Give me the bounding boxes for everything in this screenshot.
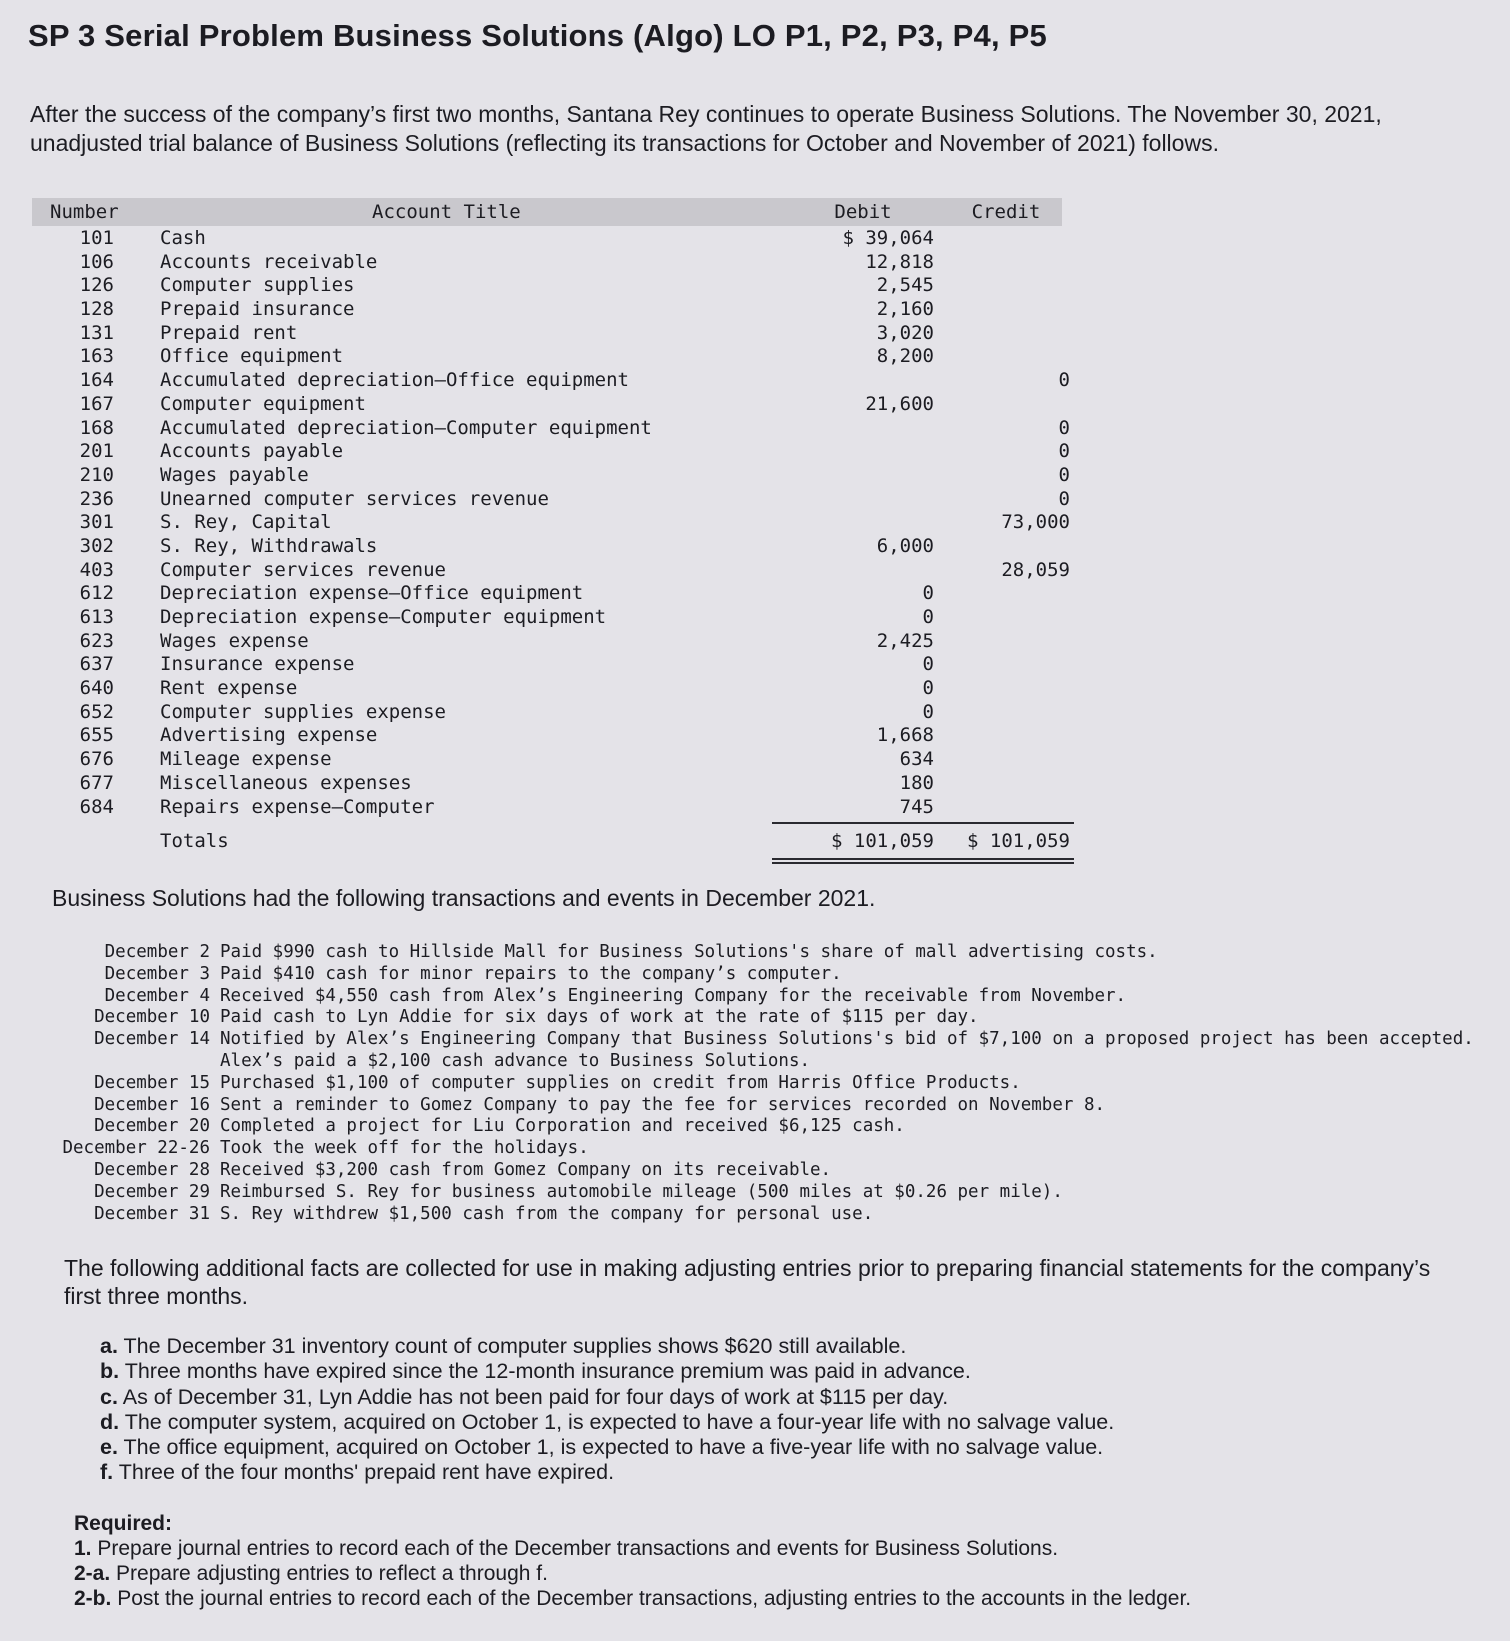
- transaction-description: Reimbursed S. Rey for business automobile mileage (500 miles at $0.26 per mile).: [220, 1181, 1063, 1202]
- transaction-date: December 16: [94, 1094, 210, 1115]
- totals-credit: $ 101,059: [967, 830, 1070, 853]
- account-number: 302: [79, 534, 114, 557]
- account-title: Rent expense: [160, 677, 298, 700]
- table-row: [32, 250, 1062, 274]
- credit-amount: 0: [1058, 440, 1070, 463]
- intro-paragraph: After the success of the company’s first two months, Santana Rey continues to operate Business Solutions. The November 30, 2021, unadjusted trial balance of Business Solutions (reflecting its transactions for October and November of 2021) follows.: [30, 101, 1382, 156]
- account-number: 164: [79, 369, 114, 392]
- table-row: [32, 558, 1070, 582]
- adjusting-facts-list: [100, 1334, 1480, 1486]
- table-body: [32, 226, 1070, 818]
- account-number: 403: [79, 558, 114, 581]
- debit-amount: 2,545: [876, 274, 934, 297]
- account-number: 684: [79, 795, 114, 818]
- transaction-date: December 20: [94, 1116, 210, 1137]
- fact-letter: c.: [100, 1384, 118, 1409]
- fact-text: The office equipment, acquired on October 1, is expected to have a five-year life with no salvage value.: [123, 1435, 1104, 1460]
- required-label: 1.: [74, 1537, 92, 1560]
- account-title: Computer supplies expense: [160, 700, 446, 723]
- debit-amount: 2,425: [876, 629, 934, 652]
- debit-amount: 8,200: [876, 345, 934, 368]
- account-number: 676: [79, 748, 114, 771]
- required-text: Prepare journal entries to record each of the December transactions and events for Business Solutions.: [97, 1537, 1059, 1560]
- account-title: Accumulated depreciation—Office equipment: [160, 369, 629, 392]
- fact-item: [100, 1435, 1480, 1460]
- transaction-row: [56, 964, 1496, 986]
- account-title: Accounts payable: [160, 440, 344, 463]
- table-row: [32, 700, 1062, 724]
- debit-amount: 21,600: [865, 392, 934, 415]
- account-number: 637: [79, 653, 114, 676]
- transaction-row: [56, 986, 1496, 1008]
- fact-item: [100, 1359, 1480, 1384]
- table-row: [32, 629, 1062, 653]
- trial-balance-table: [32, 198, 1070, 862]
- transaction-description: Received $4,550 cash from Alex’s Engineering Company for the receivable from November.: [220, 985, 1127, 1006]
- account-title: Insurance expense: [160, 653, 355, 676]
- table-row: [32, 581, 1062, 605]
- transaction-date: December 28: [94, 1159, 210, 1180]
- account-title: Cash: [160, 227, 206, 249]
- totals-top-rule: [772, 822, 1074, 824]
- required-section: [74, 1511, 1474, 1611]
- header-number: Number: [50, 201, 119, 223]
- required-text: Prepare adjusting entries to reflect a through f.: [116, 1562, 548, 1585]
- transactions-intro: Business Solutions had the following transactions and events in December 2021.: [52, 885, 876, 911]
- table-row: [32, 273, 1062, 297]
- account-title: Mileage expense: [160, 748, 332, 771]
- transaction-description: Purchased $1,100 of computer supplies on credit from Harris Office Products.: [220, 1072, 1021, 1093]
- account-title: Unearned computer services revenue: [160, 487, 549, 510]
- transaction-row: [56, 1182, 1496, 1204]
- table-row: [32, 723, 1062, 747]
- debit-amount: 12,818: [865, 250, 934, 273]
- transaction-description: Took the week off for the holidays.: [220, 1138, 589, 1159]
- transaction-date: December 10: [94, 1007, 210, 1028]
- transaction-description: S. Rey withdrew $1,500 cash from the company for personal use.: [220, 1203, 874, 1224]
- account-title: Office equipment: [160, 345, 344, 368]
- table-row: [32, 321, 1062, 345]
- account-number: 236: [79, 487, 114, 510]
- debit-amount: 0: [922, 700, 934, 723]
- account-number: 131: [79, 321, 114, 344]
- account-title: Depreciation expense—Office equipment: [160, 582, 584, 605]
- fact-item: [100, 1334, 1480, 1359]
- debit-amount: 0: [922, 582, 934, 605]
- debit-amount: 2,160: [876, 298, 934, 321]
- account-number: 301: [79, 511, 114, 534]
- totals-label: Totals: [160, 830, 229, 853]
- account-number: 168: [79, 416, 114, 439]
- transaction-description: Paid $990 cash to Hillside Mall for Business Solutions's share of mall advertising costs.: [220, 942, 1158, 962]
- table-row: [32, 226, 1062, 250]
- fact-text: As of December 31, Lyn Addie has not been paid for four days of work at $115 per day.: [122, 1384, 949, 1409]
- debit-amount: 0: [922, 653, 934, 676]
- transaction-description: Completed a project for Liu Corporation and received $6,125 cash.: [220, 1116, 905, 1137]
- table-row: [32, 392, 1062, 416]
- transactions-list: [56, 942, 1496, 1225]
- account-number: 126: [79, 274, 114, 297]
- table-row: [32, 344, 1062, 368]
- table-row: [32, 605, 1062, 629]
- fact-text: The December 31 inventory count of computer supplies shows $620 still available.: [123, 1334, 907, 1358]
- totals-row: [32, 822, 1070, 862]
- fact-letter: e.: [100, 1435, 118, 1460]
- credit-amount: 73,000: [1001, 511, 1070, 534]
- required-items: [74, 1536, 1474, 1611]
- account-title: Depreciation expense—Computer equipment: [160, 606, 607, 628]
- transaction-row: [56, 1029, 1496, 1073]
- account-number: 167: [79, 392, 114, 415]
- account-title: Miscellaneous expenses: [160, 771, 412, 794]
- table-row: [32, 771, 1062, 795]
- account-title: S. Rey, Capital: [160, 511, 332, 534]
- account-number: 210: [79, 463, 114, 486]
- transaction-row: [56, 1138, 1496, 1160]
- fact-letter: b.: [100, 1359, 120, 1384]
- header-credit: Credit: [971, 201, 1041, 223]
- required-text: Post the journal entries to record each of the December transactions, adjusting entries to the accounts in the ledger.: [117, 1587, 1192, 1610]
- debit-amount: 745: [899, 795, 934, 818]
- account-number: 640: [79, 677, 114, 700]
- account-title: Repairs expense—Computer: [160, 795, 435, 818]
- fact-letter: a.: [100, 1334, 118, 1358]
- account-title: Advertising expense: [160, 724, 378, 747]
- header-account-title: Account Title: [372, 201, 521, 223]
- facts-intro: The following additional facts are collected for use in making adjusting entries prior to preparing financial statements for the company’s first three months.: [64, 1255, 1431, 1309]
- account-title: Wages expense: [160, 629, 309, 652]
- fact-text: The computer system, acquired on October 1, is expected to have a four-year life with no salvage value.: [124, 1409, 1115, 1434]
- page-title: SP 3 Serial Problem Business Solutions (Algo) LO P1, P2, P3, P4, P5: [28, 18, 1047, 53]
- transaction-description: Paid cash to Lyn Addie for six days of work at the rate of $115 per day.: [220, 1007, 979, 1028]
- transaction-row: [56, 1073, 1496, 1095]
- transaction-row: [56, 1095, 1496, 1117]
- credit-amount: 0: [1058, 416, 1070, 439]
- required-label: 2-a.: [74, 1562, 111, 1585]
- account-number: 163: [79, 345, 114, 368]
- transaction-date: December 15: [94, 1072, 210, 1093]
- debit-amount: 0: [922, 677, 934, 700]
- account-number: 652: [79, 700, 114, 723]
- required-label: 2-b.: [74, 1587, 112, 1610]
- transaction-row: [56, 1007, 1496, 1029]
- transaction-date: December 2: [104, 942, 210, 962]
- fact-text: Three of the four months' prepaid rent have expired.: [118, 1460, 615, 1485]
- credit-amount: 0: [1058, 369, 1070, 392]
- account-number: 201: [79, 440, 114, 463]
- table-header: [32, 198, 1062, 226]
- required-title: Required:: [74, 1512, 173, 1535]
- transaction-description: Paid $410 cash for minor repairs to the company’s computer.: [220, 963, 842, 984]
- fact-text: Three months have expired since the 12-month insurance premium was paid in advance.: [124, 1359, 971, 1384]
- table-row: [32, 368, 1070, 392]
- transaction-date: December 22-26: [62, 1138, 210, 1159]
- table-row: [32, 439, 1070, 463]
- account-title: Prepaid rent: [160, 321, 298, 344]
- required-item: [74, 1586, 1474, 1611]
- account-title: Prepaid insurance: [160, 298, 355, 321]
- debit-amount: $ 39,064: [842, 227, 934, 249]
- account-title: Wages payable: [160, 463, 309, 486]
- debit-amount: 634: [899, 748, 934, 771]
- account-number: 128: [79, 298, 114, 321]
- table-row: [32, 416, 1070, 440]
- transaction-date: December 4: [104, 985, 210, 1006]
- account-title: Accounts receivable: [160, 250, 378, 273]
- transaction-date: December 3: [104, 963, 210, 984]
- account-title: S. Rey, Withdrawals: [160, 534, 378, 557]
- table-row: [32, 297, 1062, 321]
- transaction-description: Received $3,200 cash from Gomez Company on its receivable.: [220, 1159, 832, 1180]
- transaction-description: Sent a reminder to Gomez Company to pay the fee for services recorded on November 8.: [220, 1094, 1106, 1115]
- account-number: 655: [79, 724, 114, 747]
- table-row: [32, 747, 1062, 771]
- debit-amount: 1,668: [876, 724, 934, 747]
- transaction-date: December 14: [94, 1029, 210, 1050]
- required-item: [74, 1536, 1474, 1561]
- fact-letter: d.: [100, 1409, 120, 1434]
- account-title: Computer equipment: [160, 392, 366, 415]
- transaction-date: December 29: [94, 1181, 210, 1202]
- account-number: 612: [79, 582, 114, 605]
- table-row: [32, 487, 1070, 511]
- account-title: Computer supplies: [160, 274, 355, 297]
- debit-amount: 6,000: [876, 534, 934, 557]
- header-debit: Debit: [834, 201, 892, 223]
- table-row: [32, 652, 1062, 676]
- totals-double-rule: [772, 858, 1074, 864]
- account-number: 613: [79, 606, 114, 628]
- account-number: 677: [79, 771, 114, 794]
- table-row: [32, 795, 1062, 819]
- fact-item: [100, 1385, 1480, 1410]
- table-row: [32, 534, 1062, 558]
- credit-amount: 0: [1058, 487, 1070, 510]
- credit-amount: 28,059: [1001, 558, 1070, 581]
- account-title: Computer services revenue: [160, 558, 446, 581]
- transaction-row: [56, 1160, 1496, 1182]
- credit-amount: 0: [1058, 463, 1070, 486]
- transaction-row: [56, 1204, 1496, 1226]
- transaction-date: December 31: [94, 1203, 210, 1224]
- transaction-row: [56, 1116, 1496, 1138]
- debit-amount: 3,020: [876, 321, 934, 344]
- account-number: 101: [79, 227, 114, 249]
- transaction-description: Notified by Alex’s Engineering Company that Business Solutions's bid of $7,100 on a proposed project has been accepted. Alex’s paid a $2,100 cash advance to Business Solutions.: [220, 1029, 1474, 1071]
- table-row: [32, 676, 1062, 700]
- transaction-row: [56, 942, 1496, 964]
- debit-amount: 0: [922, 606, 934, 628]
- account-title: Accumulated depreciation—Computer equipment: [160, 416, 652, 439]
- table-row: [32, 510, 1070, 534]
- account-number: 106: [79, 250, 114, 273]
- table-row: [32, 463, 1070, 487]
- totals-debit: $ 101,059: [831, 830, 934, 853]
- debit-amount: 180: [899, 771, 934, 794]
- fact-item: [100, 1460, 1480, 1485]
- account-number: 623: [79, 629, 114, 652]
- fact-letter: f.: [100, 1460, 114, 1485]
- required-item: [74, 1561, 1474, 1586]
- fact-item: [100, 1410, 1480, 1435]
